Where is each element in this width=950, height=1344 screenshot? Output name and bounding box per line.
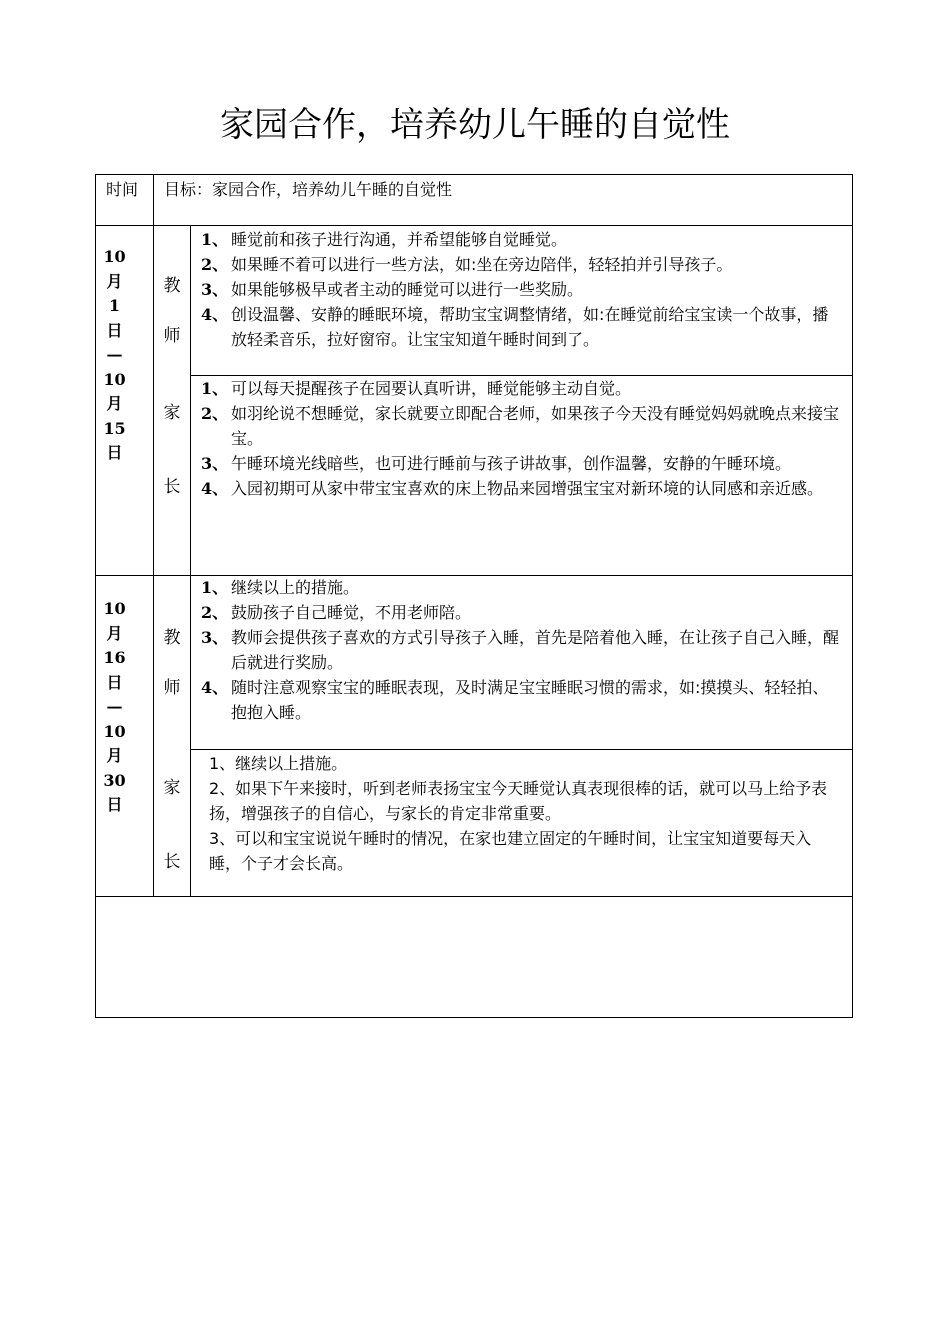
page-title: 家园合作，培养幼儿午睡的自觉性 [220, 105, 730, 145]
goal-header: 目标：家园合作，培养幼儿午睡的自觉性 [164, 180, 453, 199]
list-item: 4、 入园初期可从家中带宝宝喜欢的床上物品来园增强宝宝对新环境的认同感和亲近感。 [201, 479, 824, 498]
list-item: 1、 睡觉前和孩子进行沟通，并希望能够自觉睡觉。 [201, 230, 568, 249]
plan-table [95, 174, 853, 1018]
list-item: 2、 如羽纶说不想睡觉，家长就要立即配合老师，如果孩子今天没有睡觉妈妈就晚点来接宝宝。 [201, 404, 840, 448]
list-item: 2、 如果睡不着可以进行一些方法，如:坐在旁边陪伴，轻轻拍并引导孩子。 [201, 255, 733, 274]
paragraph: 3、可以和宝宝说说午睡时的情况，在家也建立固定的午睡时间，让宝宝知道要每天入睡，个子才会长高。 [209, 829, 812, 873]
period-2-teacher-measures [191, 575, 841, 725]
period-2-date: 10 月 16 日 — 10 月 30 日 [103, 599, 126, 814]
list-item: 3、 如果能够极早或者主动的睡觉可以进行一些奖励。 [201, 280, 584, 299]
time-header: 时间 [106, 180, 139, 199]
period-1-teacher-measures [191, 227, 841, 352]
period-1-parent-measures [191, 376, 841, 501]
list-item: 4、 随时注意观察宝宝的睡眠表现，及时满足宝宝睡眠习惯的需求，如:摸摸头、轻轻拍、抱抱入睡。 [201, 678, 829, 722]
list-item: 3、 午睡环境光线暗些，也可进行睡前与孩子讲故事，创作温馨，安静的午睡环境。 [201, 454, 792, 473]
period-1-parent-role: 家 长 [163, 403, 181, 497]
notes-cell [96, 897, 852, 1017]
list-item: 1、 继续以上的措施。 [201, 578, 360, 597]
list-item: 1、 可以每天提醒孩子在园要认真听讲，睡觉能够主动自觉。 [201, 379, 632, 398]
period-1-teacher-role: 教 师 [163, 276, 181, 346]
list-item: 2、 鼓励孩子自己睡觉，不用老师陪。 [201, 603, 472, 622]
paragraph: 1、继续以上措施。 [209, 754, 348, 773]
period-2-parent-measures [191, 751, 831, 876]
list-item: 3、 教师会提供孩子喜欢的方式引导孩子入睡，首先是陪着他入睡，在让孩子自己入睡，醒后就进行奖励。 [201, 628, 840, 672]
list-item: 4、 创设温馨、安静的睡眠环境，帮助宝宝调整情绪，如:在睡觉前给宝宝读一个故事，播放轻柔音乐，拉好窗帘。让宝宝知道午睡时间到了。 [201, 305, 829, 349]
period-2-teacher-role: 教 师 [163, 628, 181, 698]
period-2-parent-role: 家 长 [163, 778, 181, 872]
period-1-date: 10 月 1 日 — 10 月 15 日 [103, 247, 126, 462]
paragraph: 2、如果下午来接时，听到老师表扬宝宝今天睡觉认真表现很棒的话，就可以马上给予表扬，增强孩子的自信心，与家长的肯定非常重要。 [209, 779, 828, 823]
